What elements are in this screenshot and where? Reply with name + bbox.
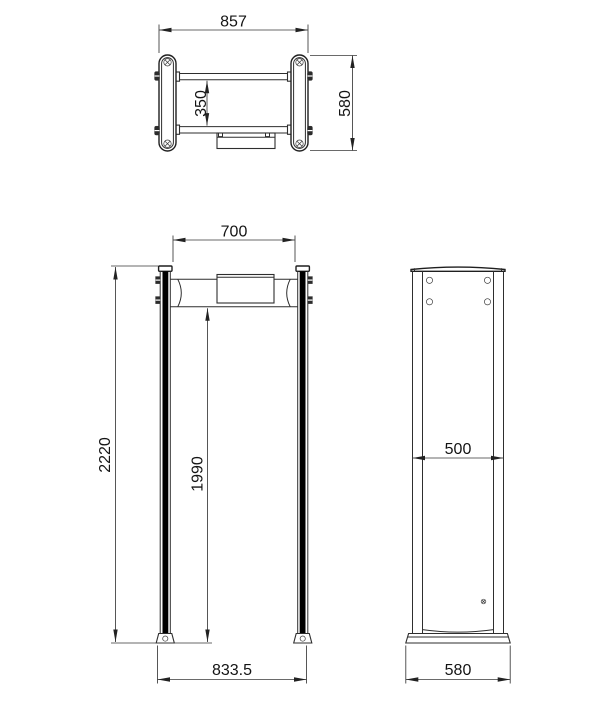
dim-label-overall-width: 857 [220, 13, 247, 31]
screw-hole-icon [426, 299, 432, 305]
panel-bottom-curve [423, 630, 494, 633]
left-foot [156, 634, 174, 644]
dim-front-passage-height [190, 308, 208, 642]
top-view-control-unit [217, 133, 275, 149]
screw-hole-icon [426, 277, 432, 283]
lock-screw-icon [481, 599, 486, 604]
dim-label-overall-height: 2220 [97, 437, 114, 473]
dim-label-panel-width: 500 [444, 441, 472, 458]
side-base [406, 634, 510, 644]
bolt-icon [156, 277, 161, 284]
dim-label-passage-width: 700 [220, 223, 248, 241]
top-view-crossbar-top [174, 72, 293, 81]
top-view-left-pillar [155, 55, 176, 151]
dim-front-passage-width [173, 224, 295, 263]
mount-tab [308, 72, 313, 81]
screw-hole-icon [484, 299, 490, 305]
dim-top-coil-spacing [193, 81, 210, 126]
mount-tab [155, 126, 160, 135]
dim-label-base-width: 833.5 [211, 662, 253, 679]
dim-label-base-depth: 580 [444, 662, 472, 679]
dim-front-overall-height [97, 266, 212, 643]
dim-top-depth [310, 56, 357, 151]
pillar-top-cap [296, 266, 309, 271]
top-view-right-pillar [291, 55, 312, 151]
front-view [97, 224, 312, 684]
bolt-icon [156, 297, 161, 304]
panel-top-cap [411, 267, 505, 271]
dim-label-passage-height: 1990 [189, 456, 207, 492]
dim-side-base-depth [406, 646, 510, 684]
dim-label-depth: 580 [337, 90, 354, 117]
mount-tab [308, 126, 313, 135]
top-view [155, 14, 357, 152]
pillar-top-cap [159, 266, 172, 271]
detector-strip [300, 271, 306, 633]
right-foot [294, 634, 312, 644]
front-control-box [217, 275, 274, 304]
bolt-icon [308, 277, 313, 284]
front-left-pillar [156, 266, 175, 643]
front-right-pillar [294, 266, 313, 643]
detector-strip [163, 271, 169, 633]
dim-side-panel-width [413, 441, 504, 458]
bolt-icon [308, 297, 313, 304]
side-view [406, 267, 510, 683]
dim-label-coil-spacing: 350 [193, 90, 210, 117]
dim-front-base-width [158, 646, 307, 684]
dim-top-overall-width [159, 14, 308, 54]
mount-tab [155, 72, 160, 81]
screw-hole-icon [484, 277, 490, 283]
